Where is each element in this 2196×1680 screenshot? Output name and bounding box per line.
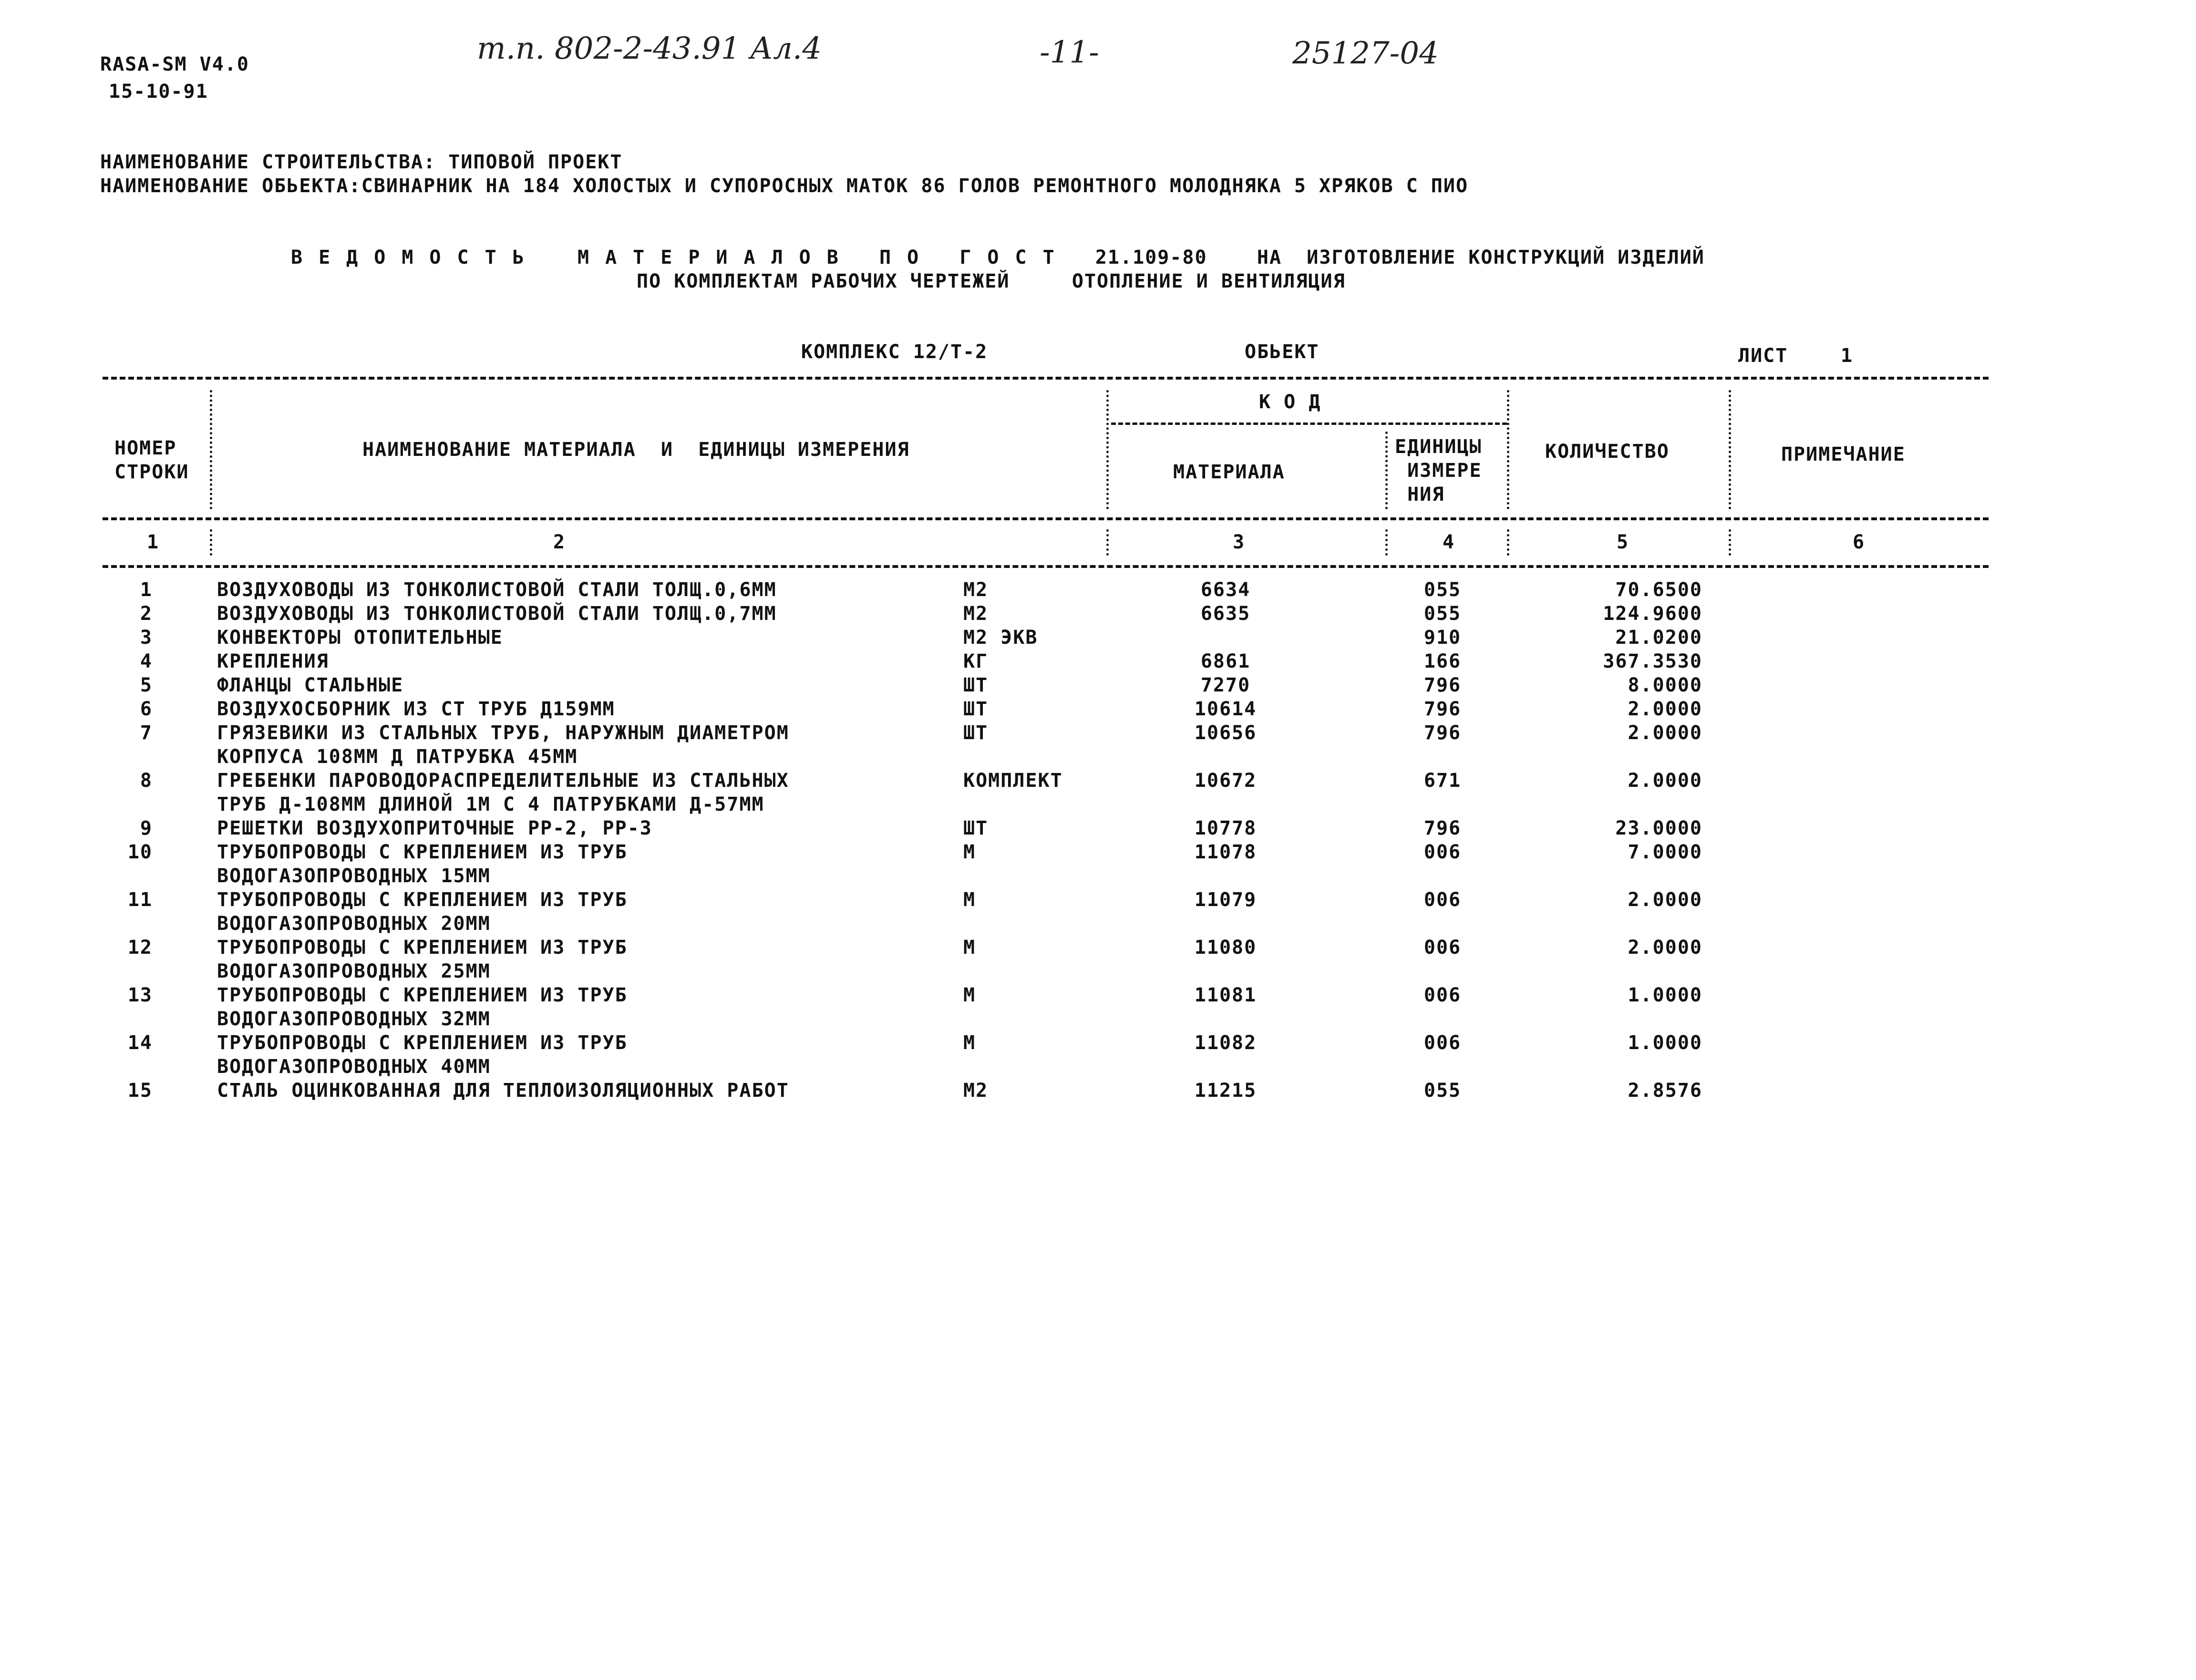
row-unit: М2 <box>963 603 989 625</box>
row-quantity: 1.0000 <box>1628 984 1702 1006</box>
column-numbers-separator-1 <box>210 529 212 556</box>
row-material-name: ФЛАНЦЫ СТАЛЬНЫЕ <box>217 674 404 696</box>
row-number: 2 <box>140 603 153 625</box>
row-number: 10 <box>127 841 153 863</box>
column-separator-4 <box>1507 390 1509 509</box>
row-unit: КОМПЛЕКТ <box>963 770 1063 792</box>
document-subtitle: ПО КОМПЛЕКТАМ РАБОЧИХ ЧЕРТЕЖЕЙ ОТОПЛЕНИЕ И ВЕНТИЛЯЦИЯ <box>637 270 1346 292</box>
column-number-3: 3 <box>1233 531 1246 553</box>
row-quantity: 23.0000 <box>1615 817 1702 839</box>
row-quantity: 367.3530 <box>1603 650 1702 672</box>
column-number-1: 1 <box>147 531 160 553</box>
row-unit: М <box>963 1032 976 1054</box>
row-material-name: ГРЕБЕНКИ ПАРОВОДОРАСПРЕДЕЛИТЕЛЬНЫЕ ИЗ СТАЛЬНЫХ ТРУБ Д-108ММ ДЛИНОЙ 1М С 4 ПАТРУБКАМИ Д-57ММ <box>217 770 789 815</box>
row-number: 3 <box>140 627 153 649</box>
numbers-bottom-line <box>103 565 1989 568</box>
row-unit: ШТ <box>963 674 989 696</box>
row-material-name: ТРУБОПРОВОДЫ С КРЕПЛЕНИЕМ ИЗ ТРУБ ВОДОГАЗОПРОВОДНЫХ 20ММ <box>217 889 628 935</box>
column-separator-1 <box>210 390 212 509</box>
row-number: 1 <box>140 579 153 601</box>
column-numbers-separator-2 <box>1106 529 1109 556</box>
row-unit: М <box>963 889 976 911</box>
row-unit: ШТ <box>963 817 989 839</box>
row-material-code: 10614 <box>1194 698 1257 720</box>
row-material-name: ГРЯЗЕВИКИ ИЗ СТАЛЬНЫХ ТРУБ, НАРУЖНЫМ ДИАМЕТРОМ КОРПУСА 108ММ Д ПАТРУБКА 45ММ <box>217 722 789 768</box>
page-number: -11- <box>1040 35 1099 70</box>
row-unit: М2 <box>963 579 989 601</box>
header-bottom-line <box>103 517 1989 520</box>
row-quantity: 8.0000 <box>1628 674 1702 696</box>
header-quantity: КОЛИЧЕСТВО <box>1545 441 1670 463</box>
column-number-4: 4 <box>1443 531 1455 553</box>
sheet-number: 1 <box>1841 345 1854 367</box>
row-unit: ШТ <box>963 698 989 720</box>
row-quantity: 2.0000 <box>1628 889 1702 911</box>
row-material-name: ВОЗДУХОВОДЫ ИЗ ТОНКОЛИСТОВОЙ СТАЛИ ТОЛЩ.0,6ММ <box>217 579 777 601</box>
row-number: 6 <box>140 698 153 720</box>
row-quantity: 124.9600 <box>1603 603 1702 625</box>
row-material-code: 11078 <box>1194 841 1257 863</box>
row-number: 12 <box>127 937 153 959</box>
row-unit-code: 055 <box>1423 579 1462 601</box>
row-number: 5 <box>140 674 153 696</box>
column-separator-3 <box>1385 432 1388 509</box>
header-unit-code: ЕДИНИЦЫ ИЗМЕРЕ НИЯ <box>1395 436 1482 505</box>
row-material-code: 6861 <box>1200 650 1251 672</box>
header-material-name: НАИМЕНОВАНИЕ МАТЕРИАЛА И ЕДИНИЦЫ ИЗМЕРЕНИЯ <box>362 439 910 461</box>
row-quantity: 1.0000 <box>1628 1032 1702 1054</box>
row-material-name: ТРУБОПРОВОДЫ С КРЕПЛЕНИЕМ ИЗ ТРУБ ВОДОГАЗОПРОВОДНЫХ 32ММ <box>217 984 628 1030</box>
row-material-name: РЕШЕТКИ ВОЗДУХОПРИТОЧНЫЕ РР-2, РР-3 <box>217 817 652 839</box>
row-number: 11 <box>127 889 153 911</box>
object-name: НАИМЕНОВАНИЕ ОБЬЕКТА:СВИНАРНИК НА 184 ХОЛОСТЫХ И СУПОРОСНЫХ МАТОК 86 ГОЛОВ РЕМОНТНОГО МОЛОДНЯКА 5 ХРЯКОВ С ПИО <box>100 175 1469 197</box>
row-unit-code: 055 <box>1423 1080 1462 1102</box>
row-unit: ШТ <box>963 722 989 744</box>
header-note: ПРИМЕЧАНИЕ <box>1781 443 1906 465</box>
row-unit-code: 796 <box>1423 674 1462 696</box>
row-quantity: 2.0000 <box>1628 722 1702 744</box>
row-unit: М <box>963 984 976 1006</box>
column-numbers-separator-3 <box>1385 529 1388 556</box>
column-numbers-separator-4 <box>1507 529 1509 556</box>
row-material-code: 7270 <box>1200 674 1251 696</box>
column-separator-2 <box>1106 390 1109 509</box>
row-material-name: ТРУБОПРОВОДЫ С КРЕПЛЕНИЕМ ИЗ ТРУБ ВОДОГАЗОПРОВОДНЫХ 15ММ <box>217 841 628 887</box>
row-material-name: ВОЗДУХОСБОРНИК ИЗ СТ ТРУБ Д159ММ <box>217 698 615 720</box>
row-material-name: СТАЛЬ ОЦИНКОВАННАЯ ДЛЯ ТЕПЛОИЗОЛЯЦИОННЫХ РАБОТ <box>217 1080 789 1102</box>
row-number: 13 <box>127 984 153 1006</box>
document-title: ВЕДОМОСТЬ МАТЕРИАЛОВ ПО ГОСТ 21.109-80 НА ИЗГОТОВЛЕНИЕ КОНСТРУКЦИЙ ИЗДЕЛИЙ <box>291 247 1705 268</box>
row-unit: М <box>963 937 976 959</box>
row-number: 7 <box>140 722 153 744</box>
row-unit: М2 <box>963 1080 989 1102</box>
row-unit-code: 671 <box>1423 770 1462 792</box>
handwritten-project-number: т.п. 802-2-43.91 Ал.4 <box>477 31 822 66</box>
print-date: 15-10-91 <box>109 81 208 103</box>
row-unit: КГ <box>963 650 989 672</box>
row-unit-code: 006 <box>1423 984 1462 1006</box>
row-material-code: 6634 <box>1200 579 1251 601</box>
row-quantity: 2.0000 <box>1628 937 1702 959</box>
row-material-code: 11080 <box>1194 937 1257 959</box>
row-number: 15 <box>127 1080 153 1102</box>
row-material-code: 10656 <box>1194 722 1257 744</box>
row-number: 8 <box>140 770 153 792</box>
complex-label: КОМПЛЕКС 12/Т-2 <box>801 341 988 363</box>
system-name: RASA-SM V4.0 <box>100 53 249 75</box>
row-quantity: 7.0000 <box>1628 841 1702 863</box>
row-number: 4 <box>140 650 153 672</box>
column-number-5: 5 <box>1617 531 1629 553</box>
row-unit-code: 796 <box>1423 817 1462 839</box>
column-number-6: 6 <box>1853 531 1866 553</box>
row-number: 14 <box>127 1032 153 1054</box>
column-separator-5 <box>1729 390 1731 509</box>
row-unit-code: 166 <box>1423 650 1462 672</box>
row-material-code: 10672 <box>1194 770 1257 792</box>
row-number: 9 <box>140 817 153 839</box>
column-number-2: 2 <box>553 531 566 553</box>
row-unit-code: 055 <box>1423 603 1462 625</box>
header-material-code: МАТЕРИАЛА <box>1173 461 1285 483</box>
sheet-label: ЛИСТ <box>1738 345 1788 367</box>
row-material-code: 6635 <box>1200 603 1251 625</box>
row-unit-code: 006 <box>1423 889 1462 911</box>
row-quantity: 70.6500 <box>1615 579 1702 601</box>
row-unit-code: 006 <box>1423 841 1462 863</box>
row-quantity: 21.0200 <box>1615 627 1702 649</box>
row-quantity: 2.8576 <box>1628 1080 1702 1102</box>
object-label: ОБЬЕКТ <box>1245 341 1320 363</box>
row-material-name: ТРУБОПРОВОДЫ С КРЕПЛЕНИЕМ ИЗ ТРУБ ВОДОГАЗОПРОВОДНЫХ 40ММ <box>217 1032 628 1078</box>
row-unit: М2 ЭКВ <box>963 627 1038 649</box>
table-top-line <box>103 377 1989 380</box>
row-unit-code: 006 <box>1423 1032 1462 1054</box>
row-material-name: КРЕПЛЕНИЯ <box>217 650 329 672</box>
row-material-code: 11082 <box>1194 1032 1257 1054</box>
row-quantity: 2.0000 <box>1628 770 1702 792</box>
row-unit-code: 796 <box>1423 722 1462 744</box>
row-unit-code: 910 <box>1423 627 1462 649</box>
row-quantity: 2.0000 <box>1628 698 1702 720</box>
handwritten-code: 25127-04 <box>1292 36 1439 71</box>
row-material-name: ВОЗДУХОВОДЫ ИЗ ТОНКОЛИСТОВОЙ СТАЛИ ТОЛЩ.0,7ММ <box>217 603 777 625</box>
row-unit-code: 006 <box>1423 937 1462 959</box>
column-numbers-separator-5 <box>1729 529 1731 556</box>
header-row-number: НОМЕР СТРОКИ <box>114 437 189 483</box>
row-material-name: ТРУБОПРОВОДЫ С КРЕПЛЕНИЕМ ИЗ ТРУБ ВОДОГАЗОПРОВОДНЫХ 25ММ <box>217 937 628 982</box>
row-material-code: 10778 <box>1194 817 1257 839</box>
row-material-code: 11215 <box>1194 1080 1257 1102</box>
row-unit-code: 796 <box>1423 698 1462 720</box>
row-material-name: КОНВЕКТОРЫ ОТОПИТЕЛЬНЫЕ <box>217 627 503 649</box>
code-divider-line <box>1111 423 1507 425</box>
header-code: К О Д <box>1259 391 1321 413</box>
construction-name: НАИМЕНОВАНИЕ СТРОИТЕЛЬСТВА: ТИПОВОЙ ПРОЕКТ <box>100 151 623 173</box>
row-material-code: 11079 <box>1194 889 1257 911</box>
row-material-code: 11081 <box>1194 984 1257 1006</box>
row-unit: М <box>963 841 976 863</box>
